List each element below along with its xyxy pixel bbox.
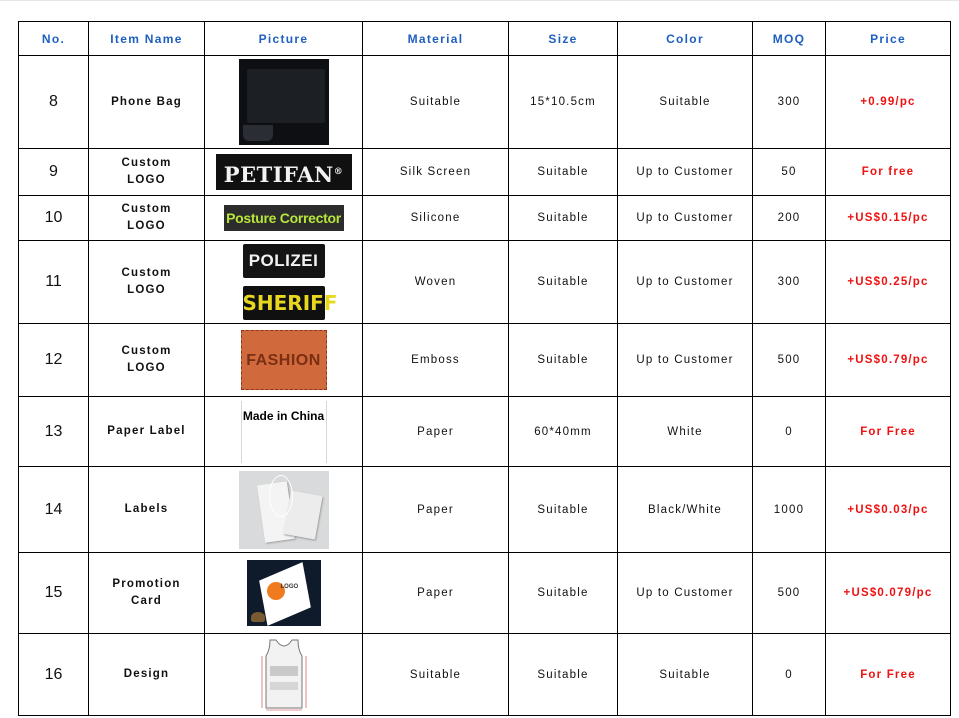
table-row [19,149,951,196]
tank-top-sketch-icon [258,638,310,712]
header-color: Color [618,22,753,56]
header-row [19,22,951,56]
size: Suitable [509,241,618,324]
row-number: 10 [19,196,89,241]
color: Suitable [618,634,753,716]
header-size: Size [509,22,618,56]
moq: 200 [753,196,826,241]
picture-cell [205,324,363,397]
item-name-line: Promotion [112,578,181,590]
paper-label: Made in China [241,401,327,463]
phone-bag-photo [239,59,329,145]
moq: 0 [753,634,826,716]
material: Suitable [363,634,509,716]
item-name-line: LOGO [127,362,166,374]
price: +US$0.079/pc [826,553,951,634]
sheriff-patch: SHERIFF [243,286,325,320]
price: +US$0.25/pc [826,241,951,324]
color: Up to Customer [618,324,753,397]
table-row [19,467,951,553]
header-picture: Picture [205,22,363,56]
picture-cell [205,56,363,149]
item-name-line: Custom [121,157,172,169]
price: For Free [826,634,951,716]
hang-tags-photo [239,471,329,549]
size: Suitable [509,324,618,397]
price: +US$0.79/pc [826,324,951,397]
material: Suitable [363,56,509,149]
moq: 0 [753,397,826,467]
color: White [618,397,753,467]
item-name [89,241,205,324]
table-row [19,241,951,324]
item-name-line: Custom [121,203,172,215]
item-name [89,467,205,553]
moq: 300 [753,56,826,149]
table-row [19,324,951,397]
price: +US$0.15/pc [826,196,951,241]
row-number: 11 [19,241,89,324]
price: For free [826,149,951,196]
material: Silicone [363,196,509,241]
petifan-logo [216,154,352,190]
item-name-line: LOGO [127,220,166,232]
table-row [19,397,951,467]
posture-corrector-logo: Posture Corrector [224,205,344,231]
color: Up to Customer [618,241,753,324]
color: Black/White [618,467,753,553]
material: Silk Screen [363,149,509,196]
item-name [89,553,205,634]
logo-text: PETIFAN [223,162,334,187]
size: 60*40mm [509,397,618,467]
moq: 500 [753,324,826,397]
header-price: Price [826,22,951,56]
price: +US$0.03/pc [826,467,951,553]
row-number: 12 [19,324,89,397]
woven-patches [242,242,338,322]
item-name-line: Paper Label [107,425,186,437]
price: +0.99/pc [826,56,951,149]
picture-cell [205,553,363,634]
emboss-leather-label: FASHION [241,330,327,390]
color: Up to Customer [618,196,753,241]
item-name [89,634,205,716]
item-name-line: Custom [121,345,172,357]
item-name-line: LOGO [127,174,166,186]
row-number: 8 [19,56,89,149]
size: 15*10.5cm [509,56,618,149]
moq: 50 [753,149,826,196]
top-divider [0,0,959,1]
item-name-line: Design [123,668,170,680]
header-item-name: Item Name [89,22,205,56]
table-row [19,56,951,149]
item-name [89,56,205,149]
picture-cell [205,467,363,553]
item-name-line: Phone Bag [111,95,182,108]
row-number: 9 [19,149,89,196]
item-name-line: Custom [121,267,172,279]
size: Suitable [509,634,618,716]
material: Paper [363,553,509,634]
row-number: 13 [19,397,89,467]
promotion-card-photo [247,560,321,626]
card-logo-text: LOGO [280,584,299,590]
moq: 1000 [753,467,826,553]
item-name [89,397,205,467]
size: Suitable [509,196,618,241]
header-moq: MOQ [753,22,826,56]
item-name-line: LOGO [127,284,166,296]
size: Suitable [509,467,618,553]
item-name [89,324,205,397]
color: Suitable [618,56,753,149]
picture-cell [205,196,363,241]
picture-cell [205,241,363,324]
item-name [89,149,205,196]
header-material: Material [363,22,509,56]
table-row [19,196,951,241]
row-number: 15 [19,553,89,634]
item-name-line: Card [130,595,162,607]
moq: 500 [753,553,826,634]
item-name-line: Labels [124,503,169,515]
design-sketch [258,638,310,712]
size: Suitable [509,553,618,634]
price: For Free [826,397,951,467]
material: Paper [363,467,509,553]
color: Up to Customer [618,553,753,634]
table-row [19,553,951,634]
header-no: No. [19,22,89,56]
color: Up to Customer [618,149,753,196]
material: Woven [363,241,509,324]
moq: 300 [753,241,826,324]
product-spec-table [18,21,951,716]
registered-mark: ® [333,167,344,177]
row-number: 14 [19,467,89,553]
picture-cell [205,149,363,196]
material: Paper [363,397,509,467]
item-name [89,196,205,241]
row-number: 16 [19,634,89,716]
table-row [19,634,951,716]
picture-cell [205,397,363,467]
material: Emboss [363,324,509,397]
picture-cell [205,634,363,716]
polizei-patch: POLIZEI [243,244,325,278]
size: Suitable [509,149,618,196]
